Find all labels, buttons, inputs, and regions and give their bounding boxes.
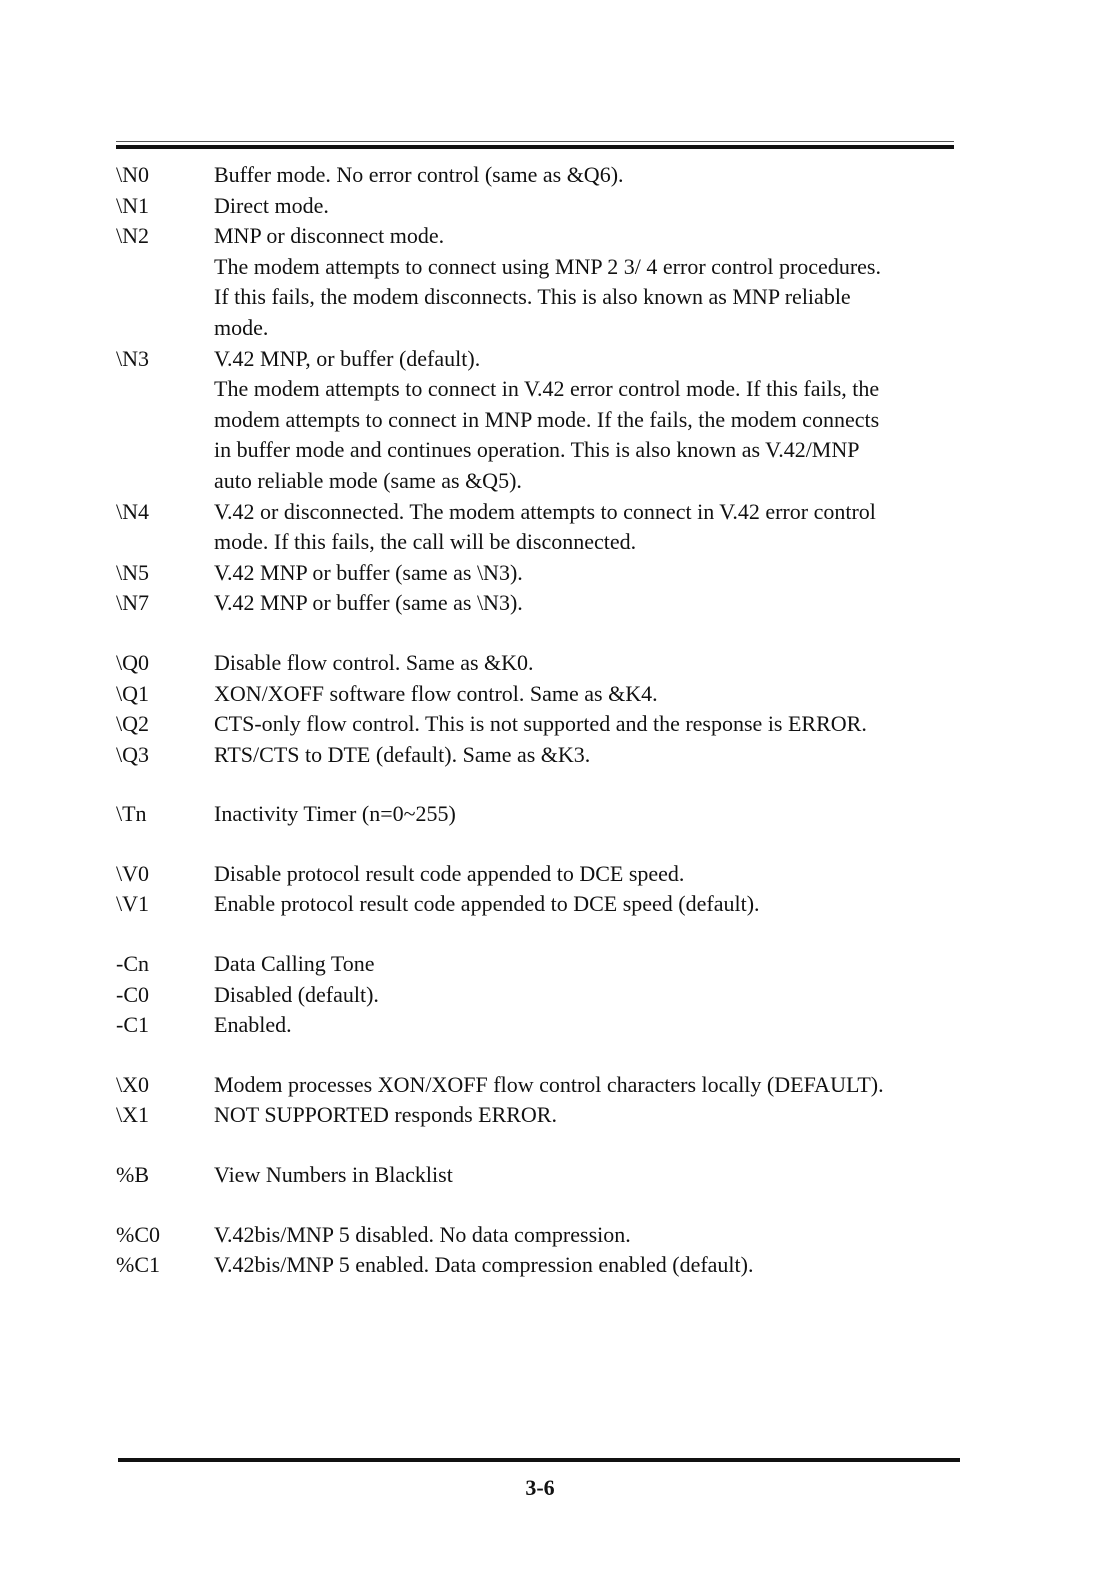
description-line: XON/XOFF software flow control. Same as &K4. (214, 680, 658, 706)
command-description (214, 889, 962, 920)
bottom-rule (118, 1458, 960, 1462)
description-line: modem attempts to connect in MNP mode. If the fails, the modem connects (214, 406, 880, 432)
description-line: V.42 or disconnected. The modem attempts to connect in V.42 error control (214, 498, 876, 524)
command-entry (116, 949, 962, 980)
command-code: \N4 (116, 498, 149, 524)
description-line: Enable protocol result code appended to DCE speed (default). (214, 891, 760, 917)
description-line: V.42bis/MNP 5 disabled. No data compression. (214, 1221, 631, 1247)
command-code: \Q1 (116, 680, 149, 706)
command-description (214, 709, 962, 740)
description-line: mode. (214, 314, 269, 340)
command-group (116, 799, 962, 830)
command-code: -C0 (116, 981, 149, 1007)
command-description (214, 949, 962, 980)
command-code: -C1 (116, 1012, 149, 1038)
command-code: %C0 (116, 1221, 160, 1247)
command-description (214, 191, 962, 222)
command-code: \N0 (116, 162, 149, 187)
description-line: mode. If this fails, the call will be disconnected. (214, 529, 637, 555)
description-line: V.42 MNP or buffer (same as \N3). (214, 559, 523, 585)
description-line: V.42bis/MNP 5 enabled. Data compression enabled (default). (214, 1252, 754, 1278)
command-entry (116, 558, 962, 589)
description-line: MNP or disconnect mode. (214, 223, 445, 249)
command-code: \N1 (116, 192, 149, 218)
top-rule (116, 145, 954, 149)
command-group (116, 1160, 962, 1191)
description-line: NOT SUPPORTED responds ERROR. (214, 1102, 557, 1128)
command-code: %C1 (116, 1252, 160, 1278)
command-entry (116, 1070, 962, 1101)
description-line: V.42 MNP or buffer (same as \N3). (214, 590, 523, 616)
command-code: \V1 (116, 891, 149, 917)
top-rule-thin (116, 141, 954, 142)
command-entry (116, 1160, 962, 1191)
command-description (214, 859, 962, 890)
command-entry (116, 588, 962, 619)
description-line: Inactivity Timer (n=0~255) (214, 801, 456, 827)
command-code: \X0 (116, 1071, 149, 1097)
command-description (214, 1250, 962, 1281)
command-description (214, 160, 962, 191)
command-entry (116, 648, 962, 679)
command-description (214, 344, 962, 497)
page-number: 3-6 (525, 1475, 555, 1500)
command-description (214, 497, 962, 558)
command-entry (116, 1100, 962, 1131)
description-line: The modem attempts to connect using MNP 2 3/ 4 error control procedures. (214, 253, 881, 279)
command-entry (116, 799, 962, 830)
description-line: Data Calling Tone (214, 951, 375, 977)
command-description (214, 588, 962, 619)
command-group (116, 648, 962, 770)
command-description (214, 648, 962, 679)
command-group (116, 859, 962, 920)
command-entry (116, 1010, 962, 1041)
command-entry (116, 889, 962, 920)
command-code: \N3 (116, 345, 149, 371)
command-code: \N2 (116, 223, 149, 249)
description-line: in buffer mode and continues operation. This is also known as V.42/MNP (214, 437, 860, 463)
command-code: \Q3 (116, 741, 149, 767)
description-line: Direct mode. (214, 192, 329, 218)
command-description (214, 1010, 962, 1041)
description-line: RTS/CTS to DTE (default). Same as &K3. (214, 741, 591, 767)
command-entry (116, 859, 962, 890)
description-line: auto reliable mode (same as &Q5). (214, 467, 522, 493)
command-description (214, 740, 962, 771)
command-code: \Tn (116, 801, 147, 827)
command-entry (116, 679, 962, 710)
command-code: \N5 (116, 559, 149, 585)
description-line: Disable protocol result code appended to DCE speed. (214, 860, 685, 886)
command-code: \X1 (116, 1102, 149, 1128)
command-description (214, 1220, 962, 1251)
command-entry (116, 191, 962, 222)
command-description (214, 558, 962, 589)
command-description (214, 1100, 962, 1131)
command-description (214, 1070, 962, 1101)
command-description (214, 1160, 962, 1191)
description-line: View Numbers in Blacklist (214, 1162, 453, 1188)
command-description (214, 980, 962, 1011)
command-entry (116, 740, 962, 771)
command-entry (116, 160, 962, 191)
command-description (214, 679, 962, 710)
command-code: \Q0 (116, 649, 149, 675)
description-line: CTS-only flow control. This is not supported and the response is ERROR. (214, 711, 867, 737)
command-entry (116, 1220, 962, 1251)
description-line: Modem processes XON/XOFF flow control characters locally (DEFAULT). (214, 1071, 884, 1097)
description-line: V.42 MNP, or buffer (default). (214, 345, 481, 371)
command-code: -Cn (116, 951, 149, 977)
command-entry (116, 221, 962, 343)
command-group (116, 1070, 962, 1131)
command-entry (116, 497, 962, 558)
command-group (116, 1220, 962, 1281)
description-line: The modem attempts to connect in V.42 error control mode. If this fails, the (214, 376, 880, 402)
command-code: \V0 (116, 860, 149, 886)
description-line: If this fails, the modem disconnects. This is also known as MNP reliable (214, 284, 851, 310)
description-line: Disabled (default). (214, 981, 379, 1007)
command-entry (116, 1250, 962, 1281)
command-entry (116, 709, 962, 740)
command-description (214, 799, 962, 830)
command-group (116, 160, 962, 619)
command-group (116, 949, 962, 1041)
command-code: %B (116, 1162, 149, 1188)
command-description (214, 221, 962, 343)
description-line: Disable flow control. Same as &K0. (214, 649, 534, 675)
command-code: \N7 (116, 590, 149, 616)
command-list (116, 160, 962, 1310)
command-entry (116, 980, 962, 1011)
command-code: \Q2 (116, 711, 149, 737)
description-line: Buffer mode. No error control (same as &Q6). (214, 162, 624, 187)
description-line: Enabled. (214, 1012, 292, 1038)
command-entry (116, 344, 962, 497)
